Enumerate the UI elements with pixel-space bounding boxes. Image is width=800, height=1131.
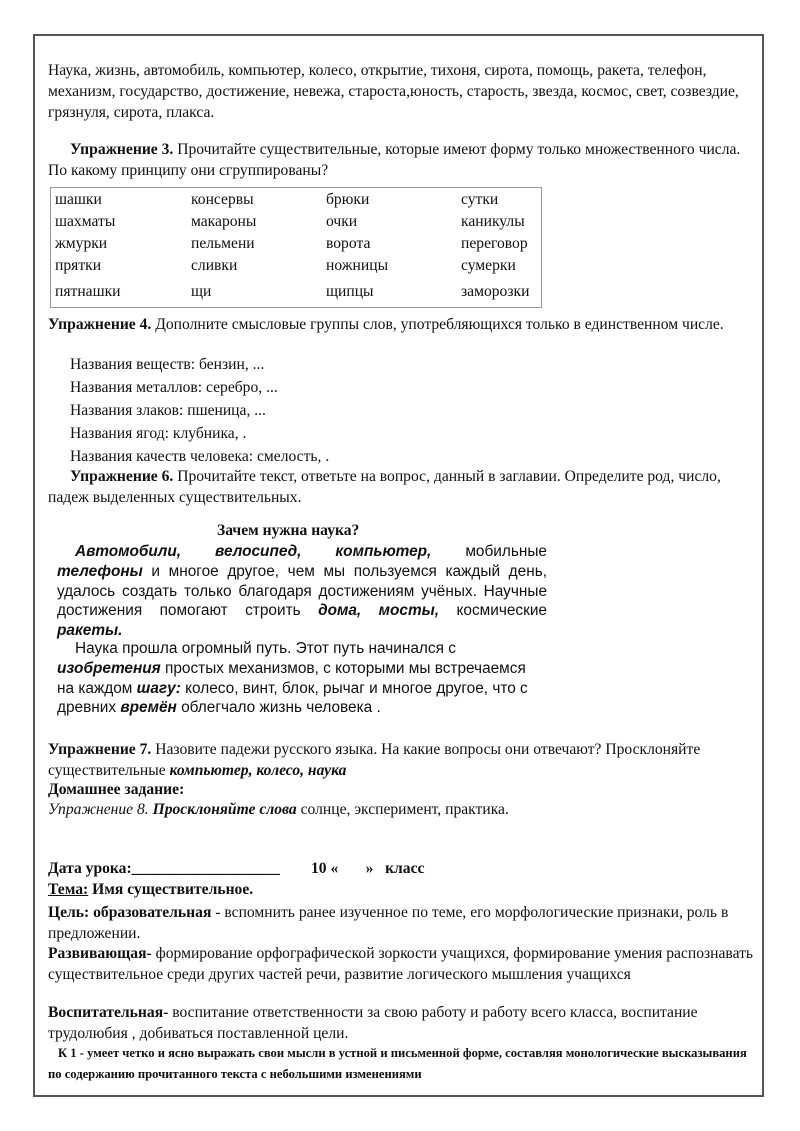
theme-label: Тема:	[48, 881, 89, 898]
word-group: Названия веществ: бензин, ...	[70, 356, 265, 373]
exercise-6-text: Прочитайте текст, ответьте на вопрос, данный в заглавии. Определите род, число, падеж выделенных существительных.	[48, 468, 721, 506]
table-cell: шашки	[55, 191, 102, 208]
word-group: Названия качеств человека: смелость, .	[70, 448, 330, 465]
exercise-8	[48, 801, 509, 819]
word-group: Названия ягод: клубника, .	[70, 425, 247, 442]
goal-label: Цель: образовательная	[48, 904, 212, 921]
plural-words-table	[50, 187, 542, 308]
table-cell: очки	[326, 213, 358, 230]
developmental-text: формирование орфографической зоркости учащихся, формирование умения распознавать существительное среди других частей речи, развитие логического мышления учащихся	[48, 945, 754, 983]
exercise-7-words: компьютер, колесо, наука	[169, 762, 347, 779]
table-cell: ножницы	[326, 257, 389, 274]
table-cell: щи	[191, 283, 212, 300]
developmental-label: Развивающая-	[48, 945, 152, 962]
table-cell: прятки	[55, 257, 102, 274]
highlighted-word: телефоны	[57, 562, 143, 580]
competency-k1: К 1 - умеет четко и ясно выражать свои мысли в устной и письменной форме, составляя монологические высказывания по содержанию прочитанного текста с небольшими изменениями	[48, 1046, 747, 1081]
highlighted-word: дома, мосты,	[318, 602, 440, 620]
highlighted-word: времён	[120, 699, 177, 717]
lesson-developmental	[48, 943, 762, 985]
story-title: Зачем нужна наука?	[217, 522, 360, 539]
educational-text: воспитание ответственности за свою работу и работу всего класса, воспитание трудолюбия , добиваться поставленной цели.	[48, 1004, 698, 1042]
table-cell: сливки	[191, 257, 238, 274]
table-cell: макароны	[191, 213, 257, 230]
exercise-4	[48, 314, 760, 335]
exercise-3-label: Упражнение 3.	[70, 141, 174, 158]
word-group: Названия злаков: пшеница, ...	[70, 402, 266, 419]
lesson-educational	[48, 1002, 762, 1044]
lesson-goal	[48, 902, 762, 944]
exercise-3-text: Прочитайте существительные, которые имеют форму только множественного числа. По какому принципу они сгруппированы?	[48, 141, 741, 179]
exercise-6-label: Упражнение 6.	[70, 468, 174, 485]
highlighted-word: шагу:	[136, 679, 181, 697]
word-group: Названия металлов: серебро, ...	[70, 379, 278, 396]
highlighted-word: ракеты.	[57, 622, 123, 640]
table-cell: переговор	[461, 235, 528, 252]
table-cell: ворота	[326, 235, 371, 252]
educational-label: Воспитательная-	[48, 1004, 169, 1021]
highlighted-word: изобретения	[57, 659, 161, 677]
table-cell: брюки	[326, 191, 370, 208]
theme-value: Имя существительное.	[88, 881, 254, 898]
table-cell: сумерки	[461, 257, 516, 274]
story-text: мобильные	[431, 543, 547, 560]
exercise-7-label: Упражнение 7.	[48, 741, 152, 758]
story-text: облегчало жизнь человека .	[176, 699, 381, 717]
exercise-8-instruction: Просклоняйте слова	[152, 801, 297, 818]
story-paragraph-2	[57, 639, 541, 718]
table-cell: каникулы	[461, 213, 525, 230]
lesson-date-line: Дата урока:___________________ 10 « » класс	[48, 860, 425, 877]
story-text: и многое другое, чем мы пользуемся каждый день, удалось создать только благодаря достижениям учёных. Научные достижения помогают строить	[57, 562, 547, 620]
table-cell: шахматы	[55, 213, 116, 230]
story-text: простых механизмов, с которыми мы встречаемся на каждом	[57, 659, 526, 697]
table-cell: пятнашки	[55, 283, 121, 300]
table-cell: пельмени	[191, 235, 255, 252]
exercise-3	[48, 139, 758, 181]
table-cell: сутки	[461, 191, 499, 208]
story-text: Наука прошла огромный путь. Этот путь начинался с	[75, 640, 456, 657]
exercise-7-text: Назовите падежи русского языка. На какие вопросы они отвечают? Просклоняйте существительные	[48, 741, 701, 779]
table-cell: жмурки	[55, 235, 108, 252]
homework-label: Домашнее задание:	[48, 781, 185, 798]
story-paragraph-1	[57, 542, 547, 641]
exercise-8-words: солнце, эксперимент, практика.	[296, 801, 509, 818]
highlighted-word: Автомобили, велосипед, компьютер,	[75, 543, 432, 560]
exercise-4-text: Дополните смысловые группы слов, употребляющихся только в единственном числе.	[151, 316, 724, 333]
exercise-8-label: Упражнение 8.	[48, 801, 153, 818]
word-list: Наука, жизнь, автомобиль, компьютер, колесо, открытие, тихоня, сирота, помощь, ракета, телефон, механизм, государство, достижение, невежа, староста,юность, старость, звезда, космос, свет, созвездие, грязнуля, сирота, плакса.	[48, 62, 739, 121]
story-text: космические	[439, 602, 547, 620]
table-cell: заморозки	[461, 283, 530, 300]
table-cell: щипцы	[326, 283, 374, 300]
exercise-4-label: Упражнение 4.	[48, 316, 152, 333]
story-text: колесо, винт, блок, рычаг и многое другое, что с древних	[57, 679, 528, 717]
exercise-6	[48, 466, 760, 508]
exercise-7	[48, 739, 760, 781]
goal-text: - вспомнить ранее изученное по теме, его морфологические признаки, роль в предложении.	[48, 904, 729, 942]
lesson-theme	[48, 881, 253, 899]
table-cell: консервы	[191, 191, 254, 208]
